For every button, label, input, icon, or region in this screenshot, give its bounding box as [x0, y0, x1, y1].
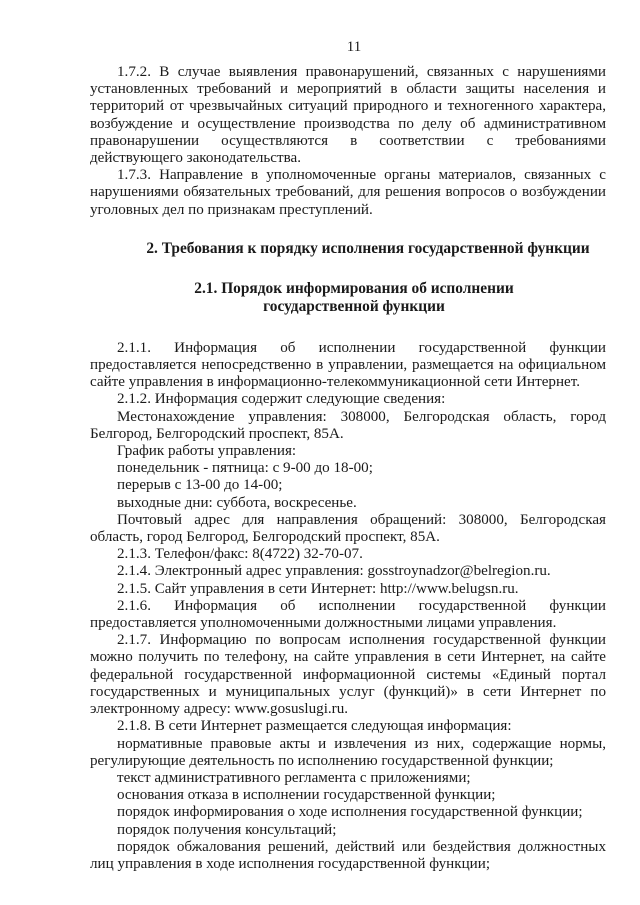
- list-item-refusal-grounds: основания отказа в исполнении государственной функции;: [117, 787, 496, 804]
- list-item-appeal-order: порядок обжалования решений, действий или бездействия должностных лиц управления в ходе исполнения государственной функции;: [90, 838, 606, 872]
- schedule-weekend: выходные дни: суббота, воскресенье.: [117, 494, 357, 511]
- section-heading: 2. Требования к порядку исполнения государственной функции: [146, 239, 590, 257]
- schedule-weekdays: понедельник - пятница: с 9-00 до 18-00;: [117, 460, 373, 477]
- list-item-regulation-text: текст административного регламента с приложениями;: [117, 769, 471, 786]
- paragraph-1-7-3: 1.7.3. Направление в уполномоченные органы материалов, связанных с нарушениями обязательных требований, для решения вопросов о возбуждении уголовных дел по признакам преступлений.: [90, 167, 606, 218]
- list-item-informing-order: порядок информирования о ходе исполнения государственной функции;: [117, 804, 583, 821]
- paragraph-2-1-8: 2.1.8. В сети Интернет размещается следующая информация:: [117, 718, 512, 735]
- subsection-heading-line1: 2.1. Порядок информирования об исполнении: [194, 279, 514, 297]
- location-paragraph: Местонахождение управления: 308000, Белгородская область, город Белгород, Белгородский проспект, 85А.: [90, 408, 606, 442]
- paragraph-2-1-6: 2.1.6. Информация об исполнении государственной функции предоставляется уполномоченными должностными лицами управления.: [90, 597, 606, 632]
- postal-address: Почтовый адрес для направления обращений: 308000, Белгородская область, город Белгород, Белгородский проспект, 85А.: [90, 511, 606, 546]
- subsection-heading: [90, 280, 606, 316]
- schedule-heading: График работы управления:: [117, 443, 297, 460]
- paragraph-1-7-2: 1.7.2. В случае выявления правонарушений, связанных с нарушениями установленных требований и мероприятий в области защиты населения и территорий от чрезвычайных ситуаций природного и техногенного характера, возбуждение и осуществление производства по делу об административном правонарушении осуществляются в соответствии с требованиями действующего законодательства.: [90, 64, 606, 167]
- schedule-break: перерыв с 13-00 до 14-00;: [117, 477, 283, 494]
- paragraph-2-1-2: 2.1.2. Информация содержит следующие сведения:: [117, 391, 446, 408]
- paragraph-2-1-4: 2.1.4. Электронный адрес управления: gosstroynadzor@belregion.ru.: [117, 563, 551, 580]
- paragraph-2-1-1: 2.1.1. Информация об исполнении государственной функции предоставляется непосредственно в управлении, размещается на официальном сайте управления в информационно-телекоммуникационной сети Интернет.: [90, 339, 606, 391]
- paragraph-2-1-3: 2.1.3. Телефон/факс: 8(4722) 32-70-07.: [117, 546, 363, 563]
- list-item-normative-acts: нормативные правовые акты и извлечения из них, содержащие нормы, регулирующие деятельность по исполнению государственной функции;: [90, 735, 606, 769]
- list-item-consultations: порядок получения консультаций;: [117, 821, 337, 838]
- subsection-heading-line2: государственной функции: [263, 297, 445, 315]
- paragraph-2-1-7: 2.1.7. Информацию по вопросам исполнения государственной функции можно получить по телефону, на сайте управления в сети Интернет, на сайте федеральной государственной информационной системы «Единый портал государственных и муниципальных услуг (функций)» в сети Интернет по электронному адресу: www.gosuslugi.ru.: [90, 632, 606, 718]
- page-number: 11: [346, 39, 362, 55]
- paragraph-2-1-5: 2.1.5. Сайт управления в сети Интернет: http://www.belugsn.ru.: [117, 580, 519, 597]
